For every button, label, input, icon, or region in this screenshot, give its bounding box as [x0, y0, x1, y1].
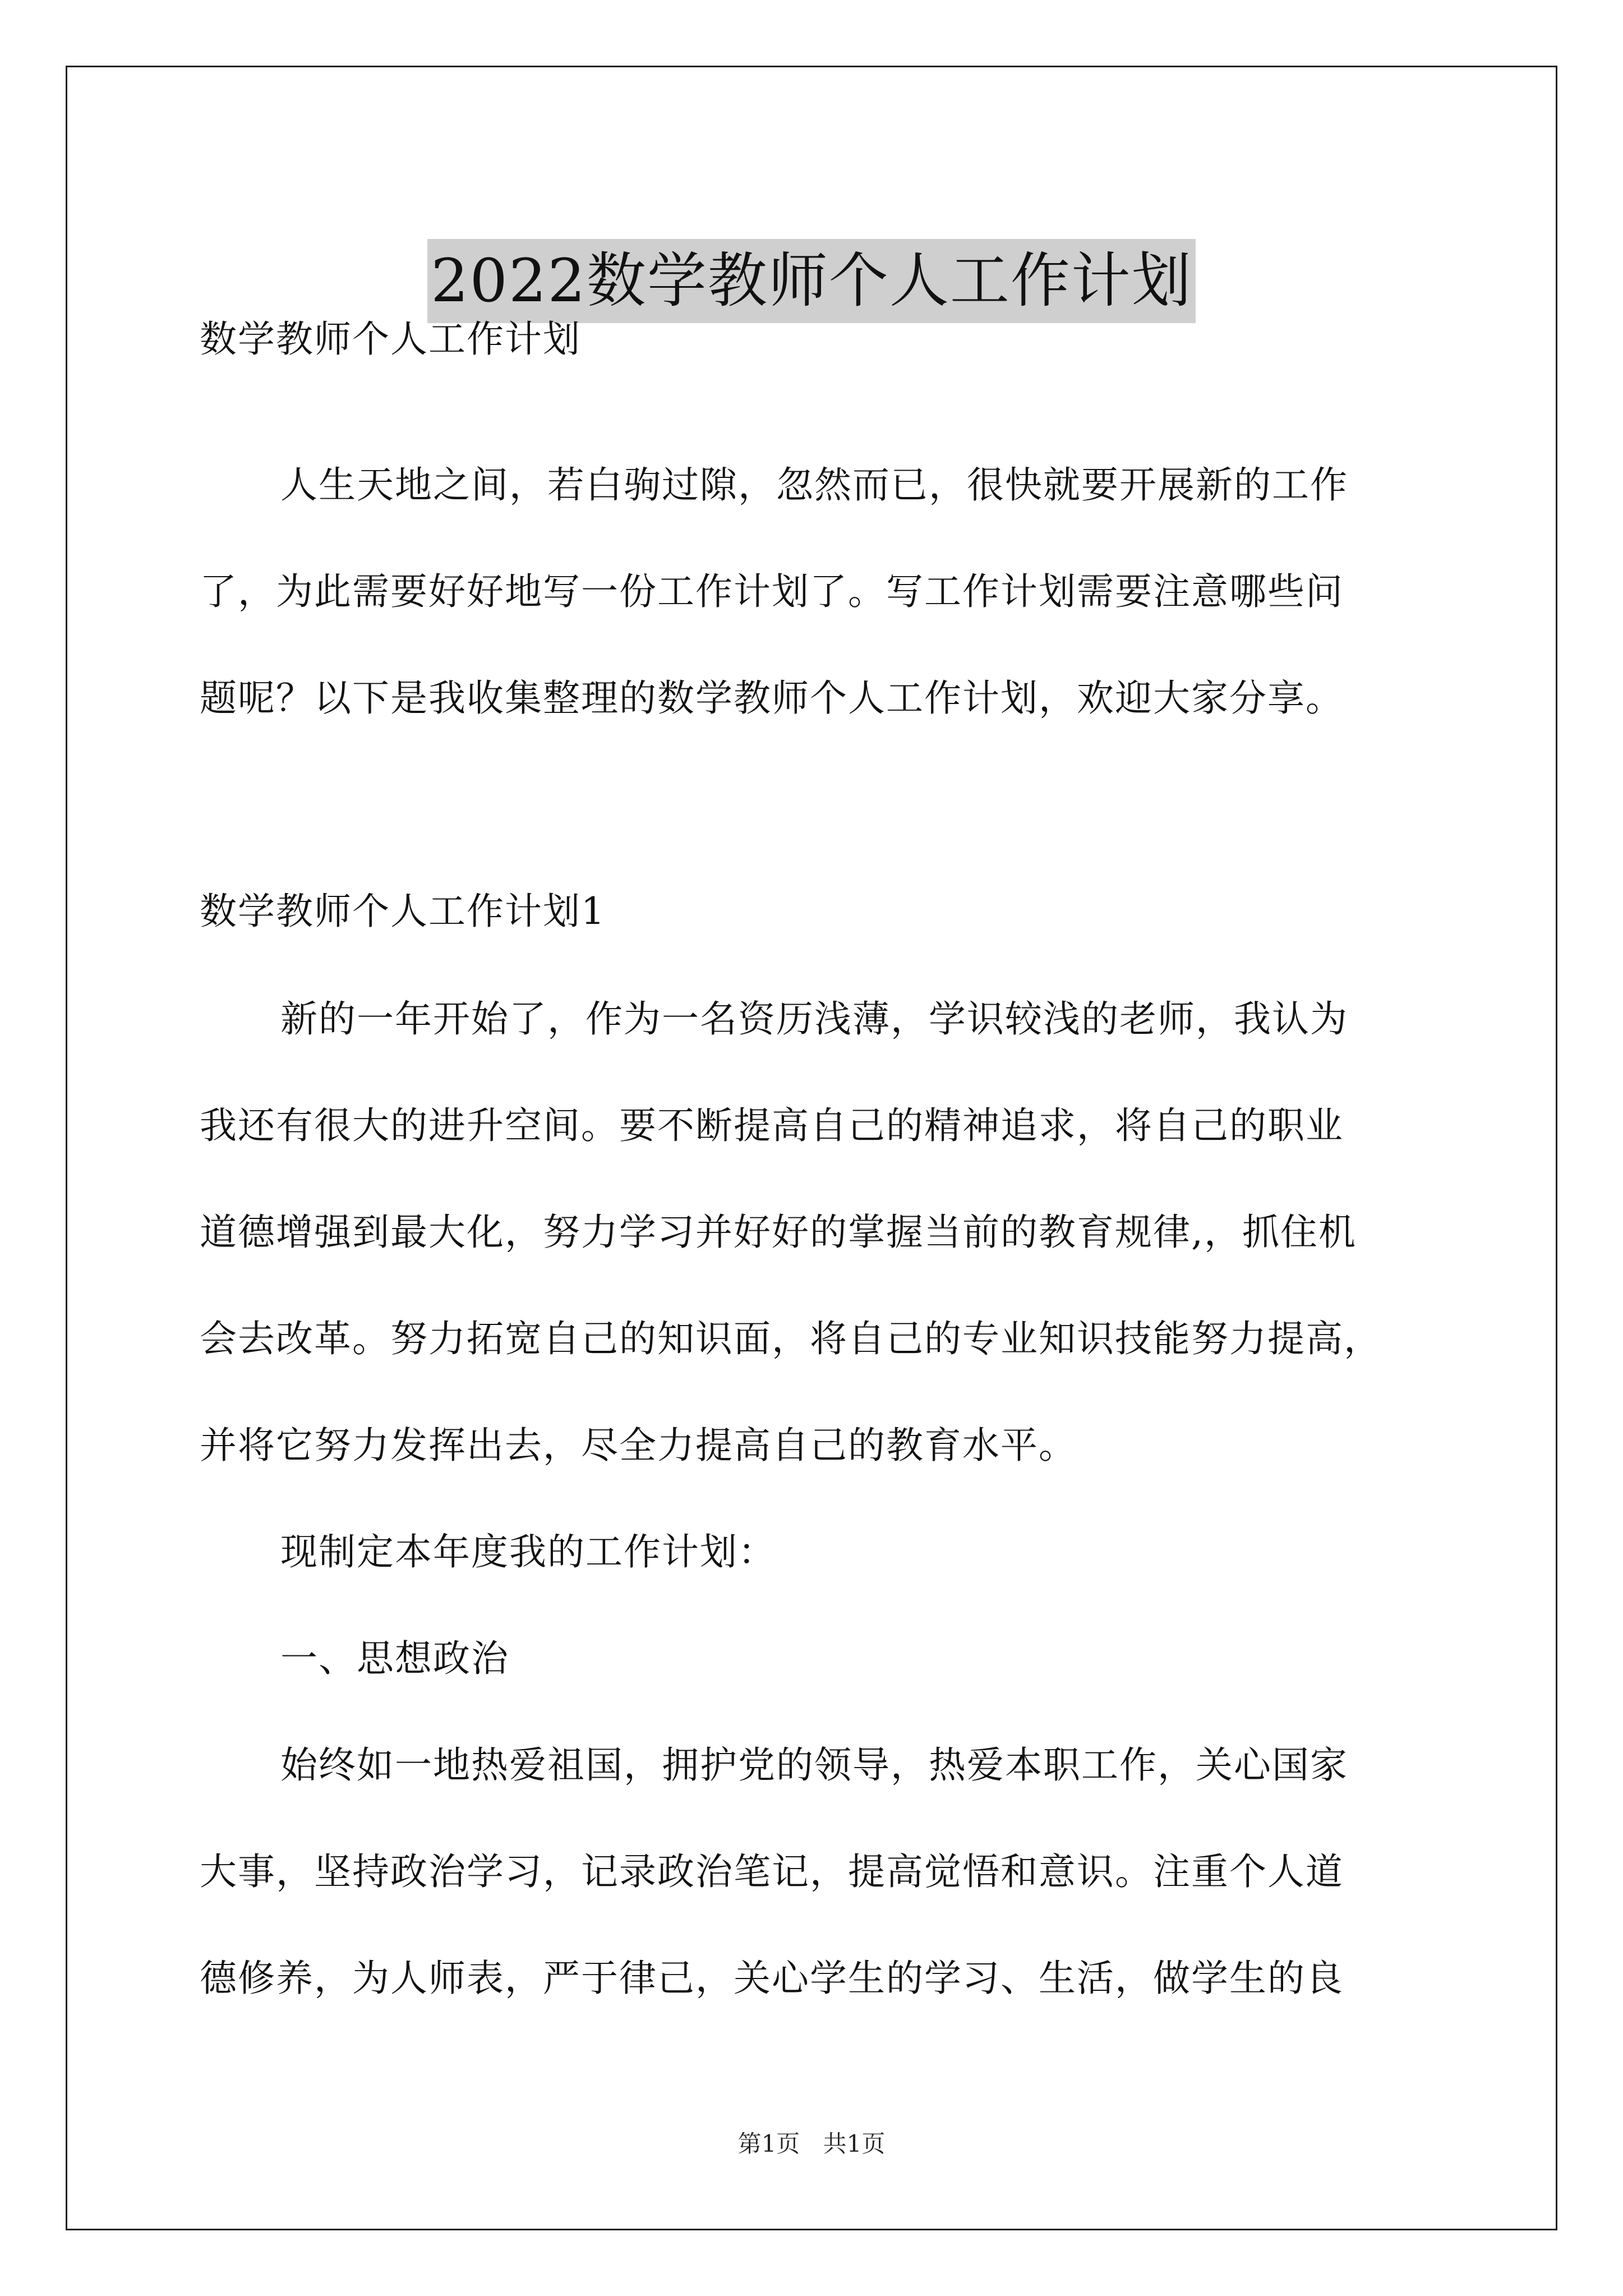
paragraph-line: 道德增强到最大化，努力学习并好好的掌握当前的教育规律,，抓住机	[200, 1211, 1357, 1254]
paragraph-line: 大事，坚持政治学习，记录政治笔记，提高觉悟和意识。注重个人道	[200, 1850, 1344, 1893]
paragraph-line: 并将它努力发挥出去，尽全力提高自己的教育水平。	[200, 1424, 1077, 1467]
paragraph-line: 德修养，为人师表，严于律己，关心学生的学习、生活，做学生的良	[200, 1957, 1344, 2000]
paragraph-line: 现制定本年度我的工作计划：	[280, 1530, 776, 1573]
document-title: 2022数学教师个人工作计划	[427, 239, 1196, 323]
page-footer	[0, 2127, 1623, 2161]
paragraph-line: 了，为此需要好好地写一份工作计划了。写工作计划需要注意哪些问	[200, 570, 1344, 613]
paragraph-line: 新的一年开始了，作为一名资历浅薄，学识较浅的老师，我认为	[280, 997, 1348, 1041]
section-heading: 数学教师个人工作计划	[200, 318, 581, 361]
subsection-heading: 一、思想政治	[280, 1637, 509, 1680]
paragraph-line: 会去改革。努力拓宽自己的知识面，将自己的专业知识技能努力提高，	[200, 1317, 1382, 1360]
paragraph-line: 题呢？以下是我收集整理的数学教师个人工作计划，欢迎大家分享。	[200, 677, 1344, 720]
paragraph-line: 我还有很大的进升空间。要不断提高自己的精神追求，将自己的职业	[200, 1104, 1344, 1147]
section-heading: 数学教师个人工作计划1	[200, 890, 606, 933]
page-number: 第1页	[737, 2130, 800, 2157]
paragraph-line: 始终如一地热爱祖国，拥护党的领导，热爱本职工作，关心国家	[280, 1743, 1348, 1787]
paragraph-line: 人生天地之间，若白驹过隙，忽然而已，很快就要开展新的工作	[280, 463, 1348, 507]
page-total: 共1页	[823, 2130, 886, 2157]
